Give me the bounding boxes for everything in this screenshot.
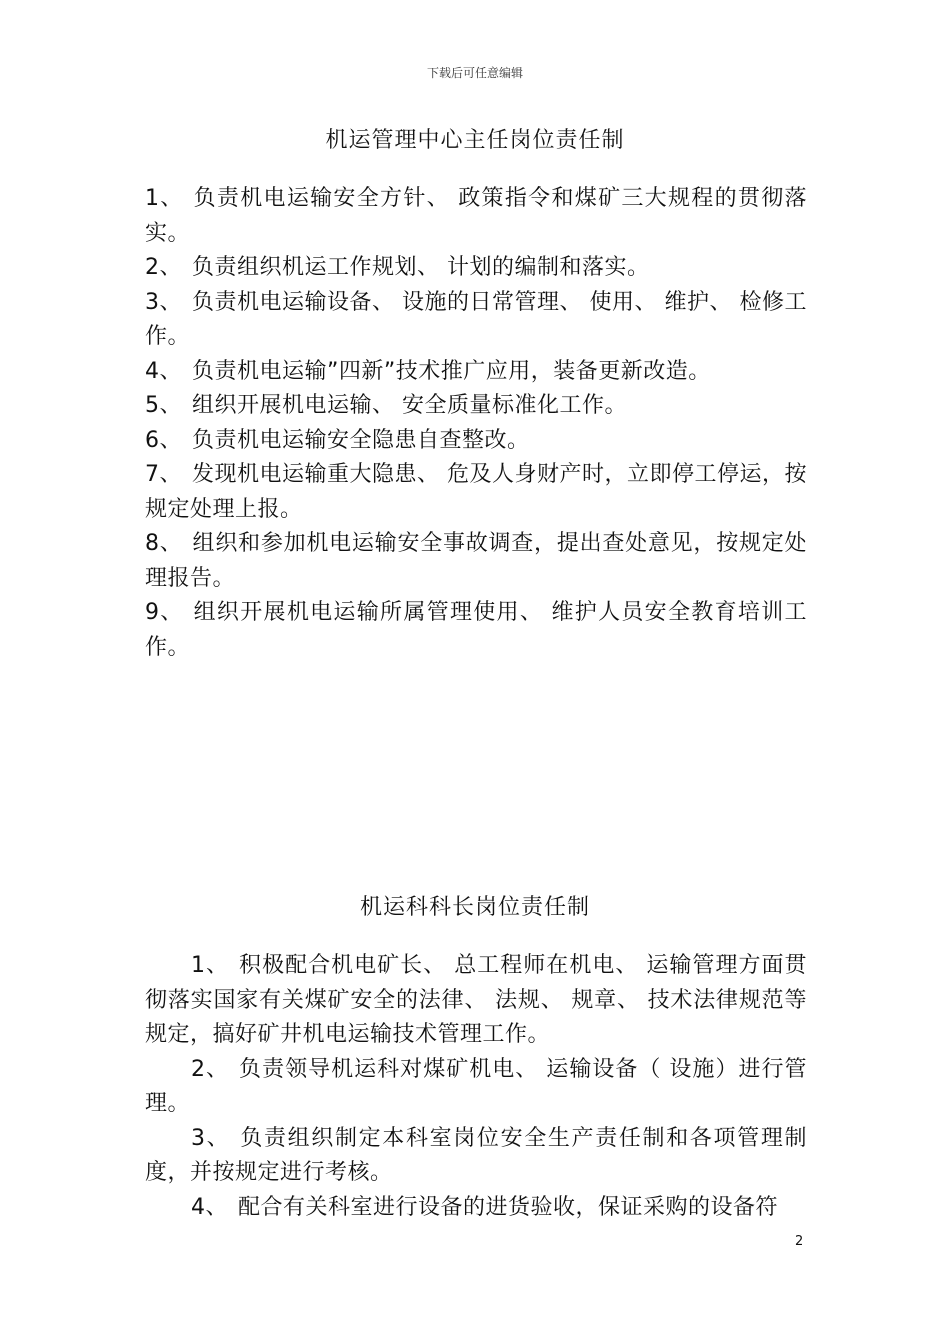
list-item (145, 596, 807, 665)
list-item (145, 286, 807, 355)
item-number: 4、 (145, 358, 182, 384)
item-number: 7、 (145, 462, 182, 487)
section2-list (145, 949, 807, 1225)
list-item (145, 1053, 807, 1122)
item-text: 负责组织制定本科室岗位安全生产责任制和各项管理制度，并按规定进行考核。 (145, 1125, 807, 1185)
list-item (145, 355, 807, 390)
list-item (145, 424, 807, 459)
list-item (145, 251, 807, 286)
list-item (145, 389, 807, 424)
item-text: 负责机电运输安全隐患自查整改。 (192, 427, 530, 453)
item-number: 2、 (191, 1056, 230, 1082)
item-number: 2、 (145, 255, 182, 280)
item-text: 负责组织机运工作规划、 计划的编制和落实。 (192, 255, 650, 280)
section1-title: 机运管理中心主任岗位责任制 (325, 128, 625, 153)
item-number: 1、 (145, 186, 184, 211)
list-item (145, 1191, 807, 1226)
item-text: 配合有关科室进行设备的进货验收，保证采购的设备符 (238, 1194, 779, 1220)
list-item (145, 458, 807, 527)
list-item (145, 527, 807, 596)
page-number: 2 (795, 1234, 804, 1249)
item-text: 负责领导机运科对煤矿机电、 运输设备（ 设施）进行管理。 (145, 1056, 807, 1116)
item-text: 负责机电运输设备、 设施的日常管理、 使用、 维护、 检修工作。 (145, 289, 807, 349)
item-text: 组织和参加机电运输安全事故调查，提出查处意见，按规定处理报告。 (145, 531, 807, 591)
item-number: 5、 (145, 393, 182, 418)
section2-title: 机运科科长岗位责任制 (359, 895, 590, 920)
item-text: 负责机电运输”四新”技术推广应用，装备更新改造。 (192, 358, 711, 384)
list-item (145, 1122, 807, 1191)
section1-list (145, 182, 807, 665)
item-number: 1、 (191, 953, 230, 978)
item-number: 8、 (145, 531, 183, 556)
item-number: 6、 (145, 427, 182, 453)
item-text: 发现机电运输重大隐患、 危及人身财产时，立即停工停运，按规定处理上报。 (145, 462, 807, 522)
list-item (145, 182, 807, 251)
item-text: 组织开展机电运输、 安全质量标准化工作。 (192, 393, 627, 418)
item-number: 3、 (145, 289, 182, 315)
list-item (145, 949, 807, 1053)
header-note: 下载后可任意编辑 (426, 66, 523, 80)
item-text: 负责机电运输安全方针、 政策指令和煤矿三大规程的贯彻落实。 (145, 186, 807, 246)
item-text: 组织开展机电运输所属管理使用、 维护人员安全教育培训工作。 (145, 600, 807, 660)
item-number: 3、 (191, 1125, 231, 1151)
item-number: 4、 (191, 1194, 228, 1220)
item-number: 9、 (145, 600, 184, 625)
item-text: 积极配合机电矿长、 总工程师在机电、 运输管理方面贯彻落实国家有关煤矿安全的法律、 法规、 规章、 技术法律规范等规定，搞好矿井机电运输技术管理工作。 (145, 953, 807, 1047)
